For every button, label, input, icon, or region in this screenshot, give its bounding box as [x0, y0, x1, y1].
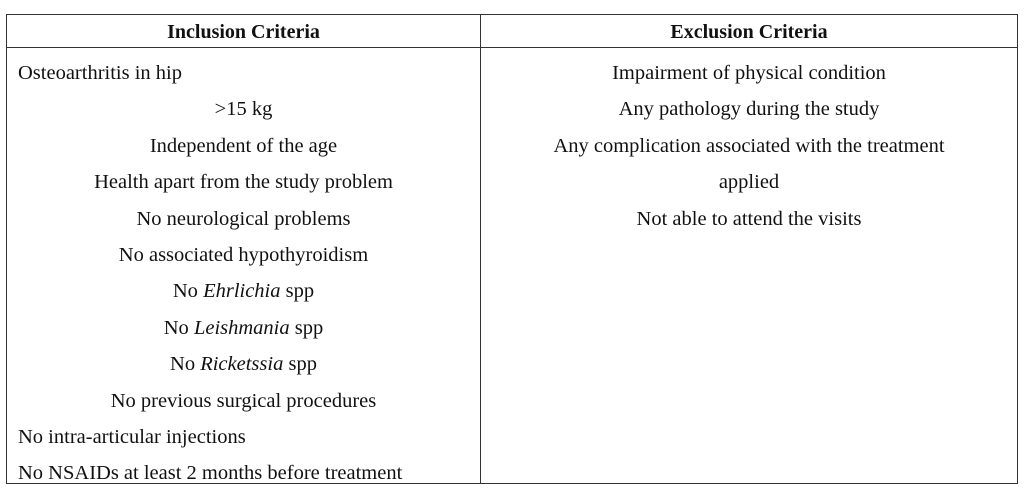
inclusion-item: No previous surgical procedures — [110, 389, 377, 412]
inclusion-item: No NSAIDs at least 2 months before treatment — [18, 462, 403, 485]
item-suffix: spp — [280, 280, 315, 303]
criteria-table — [6, 14, 1018, 484]
pathogen-name: Leishmania — [193, 316, 290, 339]
inclusion-header: Inclusion Criteria — [167, 21, 320, 43]
inclusion-item: >15 kg — [214, 98, 273, 121]
exclusion-column — [481, 55, 1017, 237]
exclusion-item: Not able to attend the visits — [636, 207, 862, 230]
inclusion-column — [7, 55, 480, 492]
exclusion-item: applied — [718, 171, 780, 194]
exclusion-header: Exclusion Criteria — [670, 21, 828, 43]
table-header-row — [7, 15, 1017, 48]
item-prefix: No — [170, 353, 201, 376]
inclusion-item — [7, 310, 480, 346]
inclusion-item: No intra-articular injections — [18, 425, 246, 448]
item-prefix: No — [163, 316, 194, 339]
pathogen-name: Ricketssia — [200, 353, 284, 376]
exclusion-item: Any complication associated with the treatment — [553, 134, 945, 157]
inclusion-item: Osteoarthritis in hip — [18, 62, 182, 84]
inclusion-item: No associated hypothyroidism — [118, 243, 369, 266]
exclusion-item: Any pathology during the study — [618, 98, 880, 121]
item-prefix: No — [172, 280, 204, 303]
exclusion-item: Impairment of physical condition — [612, 62, 886, 84]
inclusion-item — [7, 273, 480, 309]
item-suffix: spp — [289, 316, 324, 339]
inclusion-item: Independent of the age — [149, 134, 338, 157]
item-suffix: spp — [283, 353, 317, 376]
inclusion-item: No neurological problems — [136, 207, 351, 230]
pathogen-name: Ehrlichia — [203, 280, 281, 303]
inclusion-item — [7, 346, 480, 382]
inclusion-item: Health apart from the study problem — [94, 171, 393, 194]
